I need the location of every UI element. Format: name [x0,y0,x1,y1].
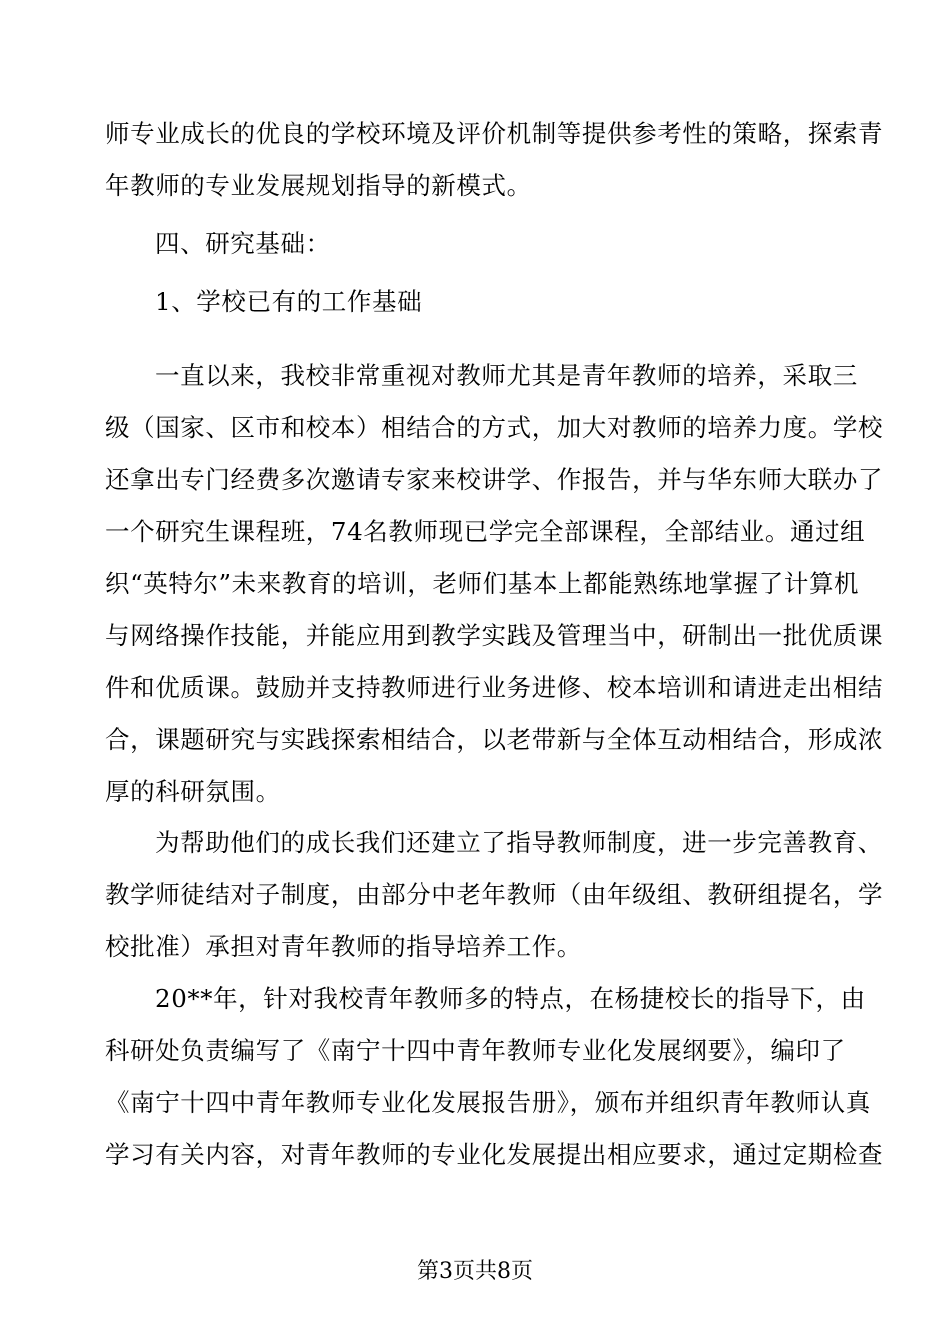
paragraph-line: 与网络操作技能，并能应用到教学实践及管理当中，研制出一批优质课 [105,621,884,650]
paragraph-line: 师专业成长的优良的学校环境及评价机制等提供参考性的策略，探索青 [105,119,884,148]
paragraph-line: 织“英特尔”未来教育的培训，老师们基本上都能熟练地掌握了计算机 [105,569,860,598]
paragraph-line: 《南宁十四中青年教师专业化发展报告册》，颁布并组织青年教师认真 [105,1088,871,1117]
paragraph-line: 件和优质课。鼓励并支持教师进行业务进修、校本培训和请进走出相结 [105,673,884,702]
section-heading: 四、研究基础： [155,229,331,258]
paragraph-line: 一个研究生课程班，74名教师现已学完全部课程，全部结业。通过组 [105,517,866,546]
paragraph-line: 科研处负责编写了《南宁十四中青年教师专业化发展纲要》，编印了 [105,1036,846,1065]
page-footer: 第3页共8页 [417,1259,533,1284]
paragraph-line: 校批准）承担对青年教师的指导培养工作。 [105,932,582,961]
paragraph-line: 教学师徒结对子制度，由部分中老年教师（由年级组、教研组提名，学 [105,880,884,909]
paragraph-line: 还拿出专门经费多次邀请专家来校讲学、作报告，并与华东师大联办了 [105,465,884,494]
paragraph-line: 学习有关内容，对青年教师的专业化发展提出相应要求，通过定期检查 [105,1140,884,1169]
paragraph-line: 20**年，针对我校青年教师多的特点，在杨捷校长的指导下，由 [155,984,866,1013]
paragraph-line: 合，课题研究与实践探索相结合，以老带新与全体互动相结合，形成浓 [105,725,884,754]
paragraph-line: 级（国家、区市和校本）相结合的方式，加大对教师的培养力度。学校 [105,413,884,442]
paragraph-line: 为帮助他们的成长我们还建立了指导教师制度，进一步完善教育、 [155,828,883,857]
paragraph-line: 厚的科研氛围。 [105,777,281,806]
subsection-heading: 1、学校已有的工作基础 [155,287,423,316]
paragraph-line: 一直以来，我校非常重视对教师尤其是青年教师的培养，采取三 [155,361,858,390]
paragraph-line: 年教师的专业发展规划指导的新模式。 [105,171,532,200]
